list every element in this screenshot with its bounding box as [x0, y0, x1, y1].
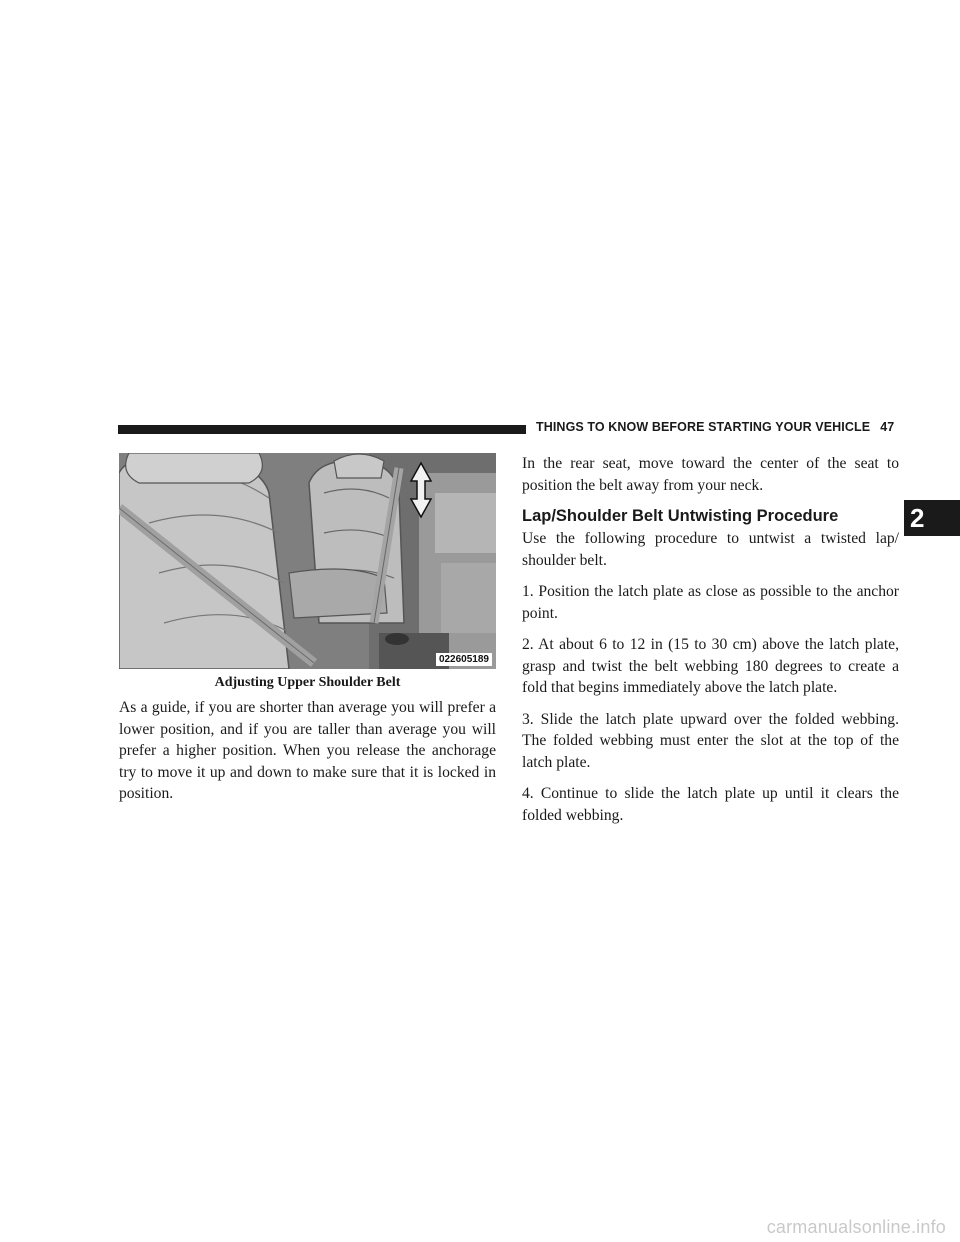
paragraph: Use the following procedure to untwist a twisted lap/ shoulder belt.: [522, 530, 899, 569]
section-heading: Lap/Shoulder Belt Untwisting Procedure: [522, 507, 839, 525]
step-3: 3. Slide the latch plate upward over the folded webbing. The folded webbing must enter the slot at the top of the latch plate.: [522, 710, 899, 771]
paragraph: In the rear seat, move toward the center of the seat to position the belt away from your neck.: [522, 455, 899, 494]
step-4: 4. Continue to slide the latch plate up until it clears the folded webbing.: [522, 785, 899, 824]
right-column: [522, 453, 899, 836]
watermark: carmanualsonline.info: [766, 1217, 946, 1237]
page-number: 47: [880, 420, 895, 434]
figure-code: 022605189: [436, 653, 492, 666]
paragraph: As a guide, if you are shorter than average you will prefer a lower position, and if you are taller than average you will prefer a higher position. When you release the anchorage try to move it up and down to make sure that it is locked in position.: [119, 699, 496, 802]
section-title: THINGS TO KNOW BEFORE STARTING YOUR VEHICLE: [536, 420, 871, 434]
step-2: 2. At about 6 to 12 in (15 to 30 cm) above the latch plate, grasp and twist the belt webbing 180 degrees to create a fold that begins immediately above the latch plate.: [522, 636, 899, 696]
running-header: [536, 420, 894, 434]
header-rule: [118, 425, 526, 434]
seat-belt-figure: [119, 453, 496, 669]
step-1: 1. Position the latch plate as close as possible to the anchor point.: [522, 583, 899, 622]
seat-illustration: [119, 453, 496, 669]
left-column: [119, 697, 496, 815]
chapter-tab: 2: [904, 500, 960, 536]
figure-caption: Adjusting Upper Shoulder Belt: [214, 675, 401, 690]
